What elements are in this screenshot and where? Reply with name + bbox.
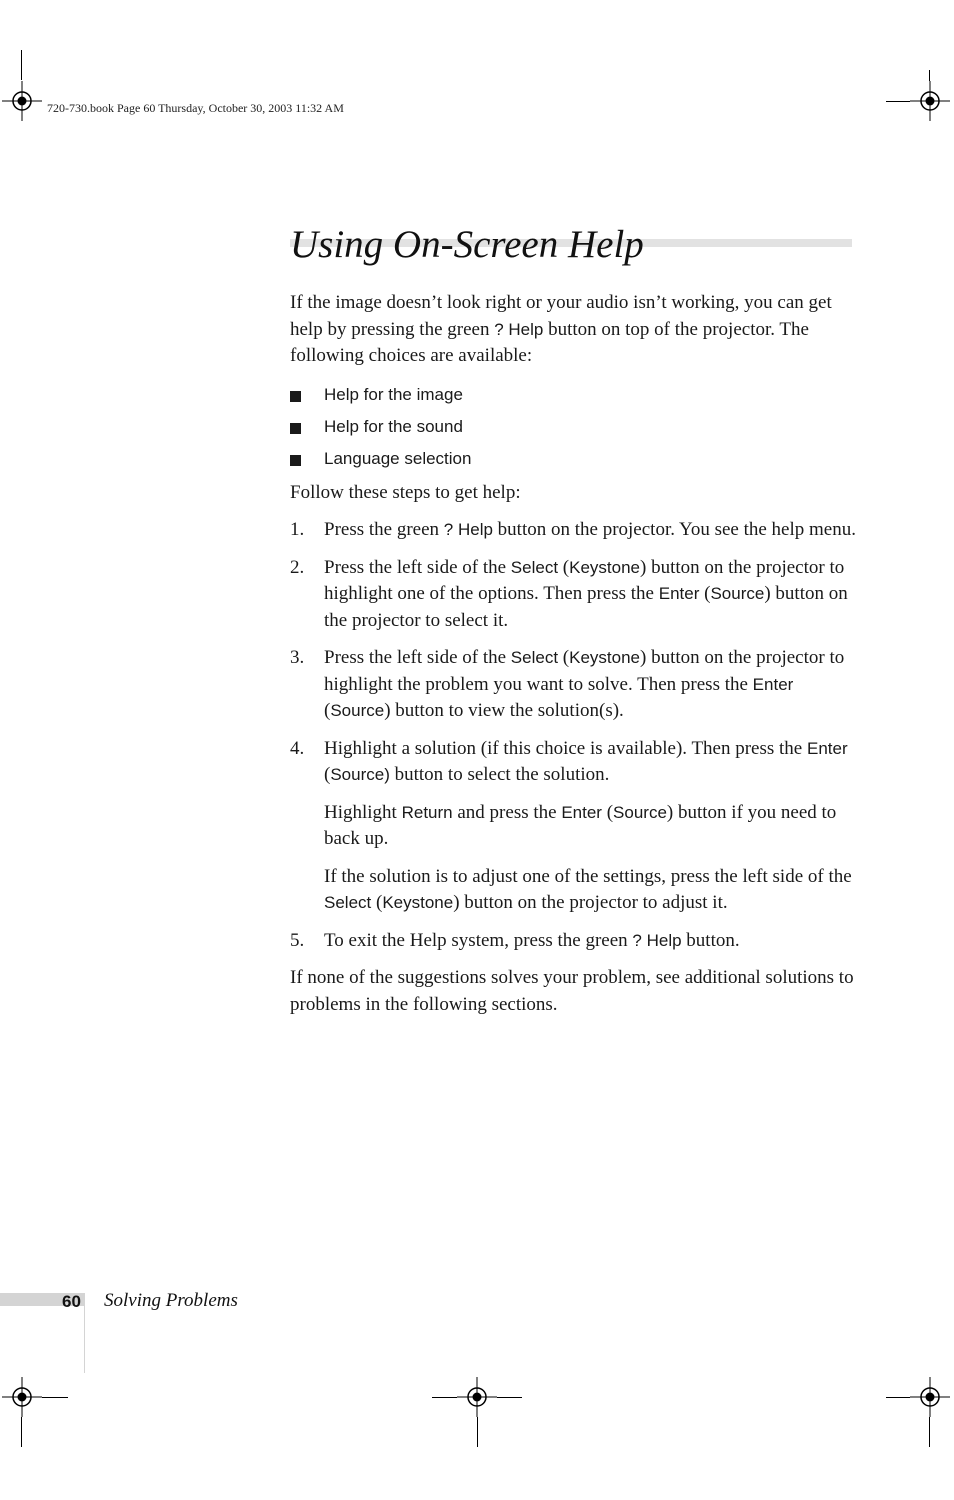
crop-mark: [929, 70, 930, 81]
help-choices-list: [290, 382, 856, 472]
step-item: 1. Press the green ? Help button on the projector. You see the help menu.: [290, 517, 856, 544]
crop-mark: [477, 1417, 478, 1447]
bullet-square-icon: [290, 423, 301, 434]
footer-section-name: Solving Problems: [104, 1290, 238, 1311]
list-item: Language selection: [290, 446, 856, 472]
crop-mark: [929, 1417, 930, 1447]
crop-mark: [886, 1397, 910, 1398]
step-number: 2.: [290, 556, 305, 578]
crop-mark: [21, 50, 22, 80]
registration-mark-icon: [2, 81, 42, 121]
bullet-square-icon: [290, 391, 301, 402]
step-number: 5.: [290, 929, 305, 951]
step-item: 3. Press the left side of the Select (Keystone) button on the projector to highlight the problem you want to solve. Then press the Enter (Source) button to view the solution(s).: [290, 647, 845, 721]
closing-paragraph: If none of the suggestions solves your problem, see additional solutions to problems in the following sections.: [290, 967, 854, 1015]
step-note: Highlight Return and press the Enter (Source) button if you need to back up.: [324, 801, 837, 849]
step-number: 1.: [290, 519, 305, 540]
crop-mark: [21, 1417, 22, 1447]
crop-mark: [42, 1397, 68, 1398]
bullet-square-icon: [290, 455, 301, 466]
page-number: 60: [62, 1292, 81, 1311]
help-button-name: ? Help: [494, 319, 544, 339]
list-item: Help for the image: [290, 382, 856, 408]
main-content: [290, 290, 856, 1018]
print-header-slug: 720-730.book Page 60 Thursday, October 30, 2003 11:32 AM: [47, 101, 344, 115]
step-item: 5. To exit the Help system, press the green ? Help button.: [290, 928, 856, 955]
registration-mark-icon: [910, 81, 950, 121]
crop-mark: [886, 101, 910, 102]
step-item: 2. Press the left side of the Select (Keystone) button on the projector to highlight one of the options. Then press the Enter (Source) button on the projector to select it.: [290, 556, 848, 631]
registration-mark-icon: [2, 1377, 42, 1417]
step-number: 3.: [290, 647, 305, 668]
intro-paragraph: If the image doesn’t look right or your audio isn’t working, you can get help by pressing the green ? Help button on top of the projector. The following choices are available:: [290, 292, 832, 366]
steps-intro: Follow these steps to get help:: [290, 481, 521, 503]
registration-mark-icon: [910, 1377, 950, 1417]
footer-divider: [84, 1293, 85, 1373]
step-number: 4.: [290, 737, 305, 759]
list-item: Help for the sound: [290, 414, 856, 440]
page-title: Using On-Screen Help: [290, 223, 644, 266]
steps-list: [290, 517, 856, 954]
crop-mark: [432, 1397, 457, 1398]
step-item: 4. Highlight a solution (if this choice is available). Then press the Enter (Source) button to select the solution. Highlight Return and press the Enter (Source) button if you need to back up. If the solution is to adjust one of the settings, press the left side of the Select (Keystone) button on the projector to adjust it.: [290, 736, 856, 917]
registration-mark-icon: [457, 1377, 497, 1417]
crop-mark: [497, 1397, 522, 1398]
step-note: If the solution is to adjust one of the settings, press the left side of the Select (Keystone) button on the projector to adjust it.: [324, 865, 852, 913]
